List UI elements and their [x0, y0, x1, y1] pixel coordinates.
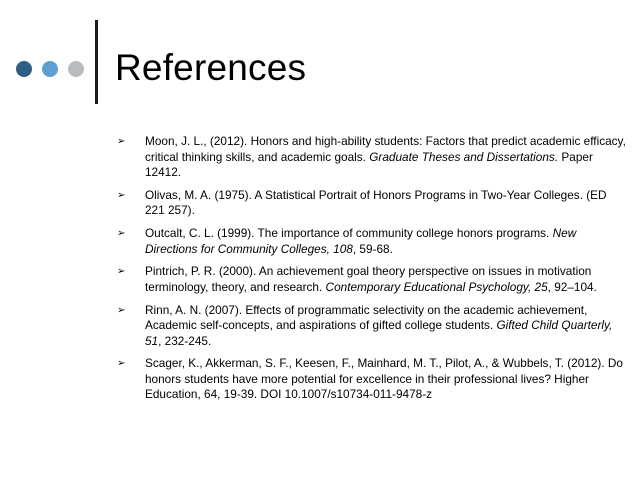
- reference-text-segment: , 92–104.: [547, 279, 597, 294]
- reference-list: [117, 134, 627, 410]
- arrowhead-bullet-icon: ➢: [117, 304, 126, 316]
- dark-blue-dot-icon: [16, 61, 32, 77]
- reference-item: [117, 134, 627, 181]
- reference-text: [145, 188, 607, 218]
- reference-text: [145, 134, 626, 179]
- reference-source-italic: Graduate Theses and Dissertations.: [369, 149, 559, 164]
- title-divider: [95, 20, 98, 104]
- reference-source-italic: Contemporary Educational Psychology, 25: [325, 279, 548, 294]
- reference-item: [117, 188, 627, 219]
- reference-item: [117, 264, 627, 295]
- reference-text: [145, 226, 576, 256]
- reference-source-italic: New Directions for Community Colleges, 108: [145, 226, 577, 256]
- reference-text: [145, 303, 612, 348]
- arrowhead-bullet-icon: ➢: [117, 189, 126, 201]
- reference-text: [145, 356, 623, 401]
- reference-item: [117, 356, 627, 403]
- reference-text-segment: Rinn, A. N. (2007). Effects of programmatic selectivity on the academic achievement, Academic self-concepts, and aspirations of gifted college students.: [145, 302, 588, 333]
- arrowhead-bullet-icon: ➢: [117, 136, 126, 147]
- reference-item: [117, 303, 627, 350]
- gray-dot-icon: [68, 61, 84, 77]
- reference-text-segment: , 232-245.: [158, 333, 212, 348]
- reference-text-segment: Scager, K., Akkerman, S. F., Keesen, F., Mainhard, M. T., Pilot, A., & Wubbels, T. (2012). Do honors students have more potential for excellence in their professional lives? Higher Education, 64, 19-39. DOI 10.1007/s10734-011-9478-z: [145, 356, 623, 402]
- reference-text-segment: , 59-68.: [352, 241, 393, 256]
- arrowhead-bullet-icon: ➢: [117, 358, 126, 370]
- decorative-dots: [16, 61, 84, 77]
- reference-text-segment: Paper 12412.: [145, 149, 593, 179]
- reference-text-segment: Moon, J. L., (2012). Honors and high-ability students: Factors that predict academic efficacy, critical thinking skills, and academic goals.: [145, 134, 626, 164]
- reference-text-segment: Outcalt, C. L. (1999). The importance of community college honors programs.: [145, 226, 553, 241]
- reference-source-italic: Gifted Child Quarterly, 51: [145, 318, 613, 348]
- reference-item: [117, 226, 627, 257]
- arrowhead-bullet-icon: ➢: [117, 228, 126, 240]
- reference-text: [145, 264, 597, 294]
- reference-text-segment: Pintrich, P. R. (2000). An achievement goal theory perspective on issues in motivation terminology, theory, and research.: [145, 264, 592, 294]
- reference-text-segment: Olivas, M. A. (1975). A Statistical Portrait of Honors Programs in Two-Year Colleges. (ED 221 257).: [145, 187, 607, 218]
- arrowhead-bullet-icon: ➢: [117, 266, 126, 278]
- slide-title: References: [115, 47, 307, 88]
- light-blue-dot-icon: [42, 61, 58, 77]
